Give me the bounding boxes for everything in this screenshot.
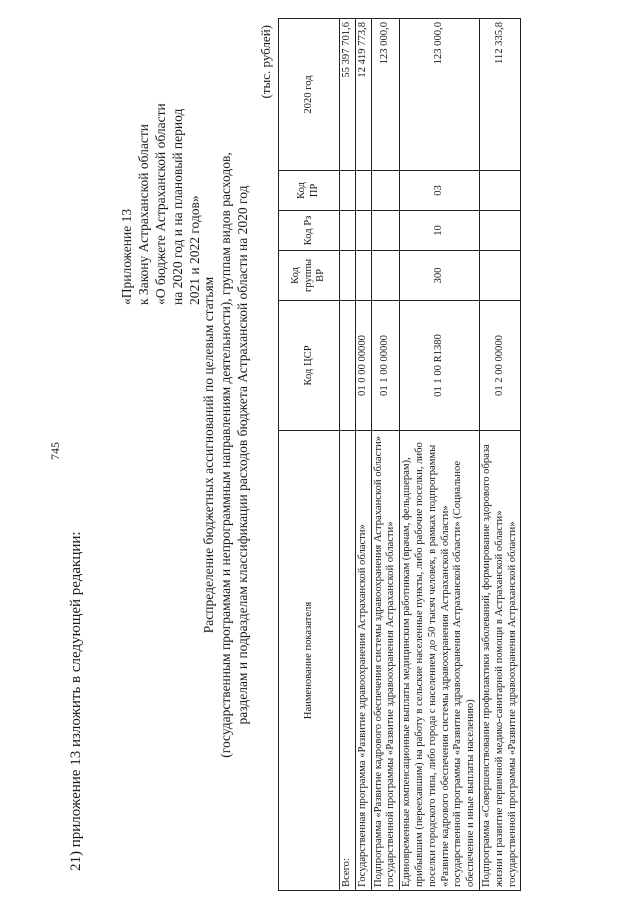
row-rz — [371, 211, 400, 251]
appendix-heading — [118, 5, 203, 305]
appendix-line: «О бюджете Астраханской области — [153, 103, 168, 305]
header-name: Наименование показателя — [279, 431, 340, 891]
header-pr: Код ПР — [279, 171, 340, 211]
header-vr: Код группы ВР — [279, 251, 340, 301]
row-amount: 123 000,0 — [400, 19, 480, 171]
table-header-row — [279, 19, 340, 891]
header-year: 2020 год — [279, 19, 340, 171]
row-vr: 300 — [400, 251, 480, 301]
row-pr — [340, 171, 356, 211]
unit-note: (тыс. рублей) — [258, 25, 273, 99]
row-pr — [371, 171, 400, 211]
table-row — [371, 19, 400, 891]
row-pr — [479, 171, 520, 211]
row-rz — [355, 211, 371, 251]
row-name: Государственная программа «Развитие здравоохранения Астраханской области» — [355, 431, 371, 891]
table-row — [355, 19, 371, 891]
title-line: Распределение бюджетных ассигнований по целевым статьям — [201, 276, 216, 634]
row-name: Подпрограмма «Развитие кадрового обеспечения системы здравоохранения Астраханской области» государственной программы «Развитие здравоохранения Астраханской области» — [371, 431, 400, 891]
document-title — [200, 25, 251, 885]
row-amount: 55 397 701,6 — [340, 19, 356, 171]
row-vr — [479, 251, 520, 301]
row-pr — [355, 171, 371, 211]
table-row — [479, 19, 520, 891]
row-csr: 01 0 00 00000 — [355, 301, 371, 431]
row-vr — [355, 251, 371, 301]
row-csr: 01 2 00 00000 — [479, 301, 520, 431]
row-vr — [340, 251, 356, 301]
row-rz: 10 — [400, 211, 480, 251]
row-name: Всего: — [340, 431, 356, 891]
row-pr: 03 — [400, 171, 480, 211]
row-amount: 12 419 773,8 — [355, 19, 371, 171]
appendix-line: на 2020 год и на плановый период — [170, 108, 185, 305]
appendix-line: «Приложение 13 — [119, 208, 134, 305]
table-row — [400, 19, 480, 891]
row-csr: 01 1 00 R1380 — [400, 301, 480, 431]
title-line: (государственным программам и непрограммным направлениям деятельности), группам видов расходов, — [218, 152, 233, 758]
title-line: разделам и подразделам классификации расходов бюджета Астраханской области на 2020 год — [235, 185, 250, 725]
row-vr — [371, 251, 400, 301]
page-number: 745 — [48, 442, 62, 460]
row-rz — [479, 211, 520, 251]
row-rz — [340, 211, 356, 251]
row-csr — [340, 301, 356, 431]
row-csr: 01 1 00 00000 — [371, 301, 400, 431]
table-row — [340, 19, 356, 891]
row-amount: 123 000,0 — [371, 19, 400, 171]
row-amount: 112 335,8 — [479, 19, 520, 171]
appendix-line: к Закону Астраханской области — [136, 123, 151, 305]
row-name: Подпрограмма «Совершенствование профилактики заболеваний, формирование здорового образа жизни и развитие первичной медико-санитарной помощи в Астраханской области» государственной программы «Развитие здравоохранения Астраханской области» — [479, 431, 520, 891]
header-rz: Код Рз — [279, 211, 340, 251]
appendix-line: 2021 и 2022 годов» — [187, 195, 202, 305]
header-csr: Код ЦСР — [279, 301, 340, 431]
amendment-intro-line: 21) приложение 13 изложить в следующей редакции: — [68, 531, 84, 871]
row-name: Единовременные компенсационные выплаты медицинским работникам (врачам, фельдшерам), прибывшим (переехавшим) на работу в сельские населенные пункты, либо рабочие поселки, либо поселки городского типа, либо города с населением до 50 тысяч человек, в рамках подпрограммы «Развитие кадрового обеспечения системы здравоохранения Астраханской области» государственной программы «Развитие здравоохранения Астраханской области» (Социальное обеспечение и иные выплаты населению) — [400, 431, 480, 891]
budget-allocation-table — [278, 18, 521, 891]
